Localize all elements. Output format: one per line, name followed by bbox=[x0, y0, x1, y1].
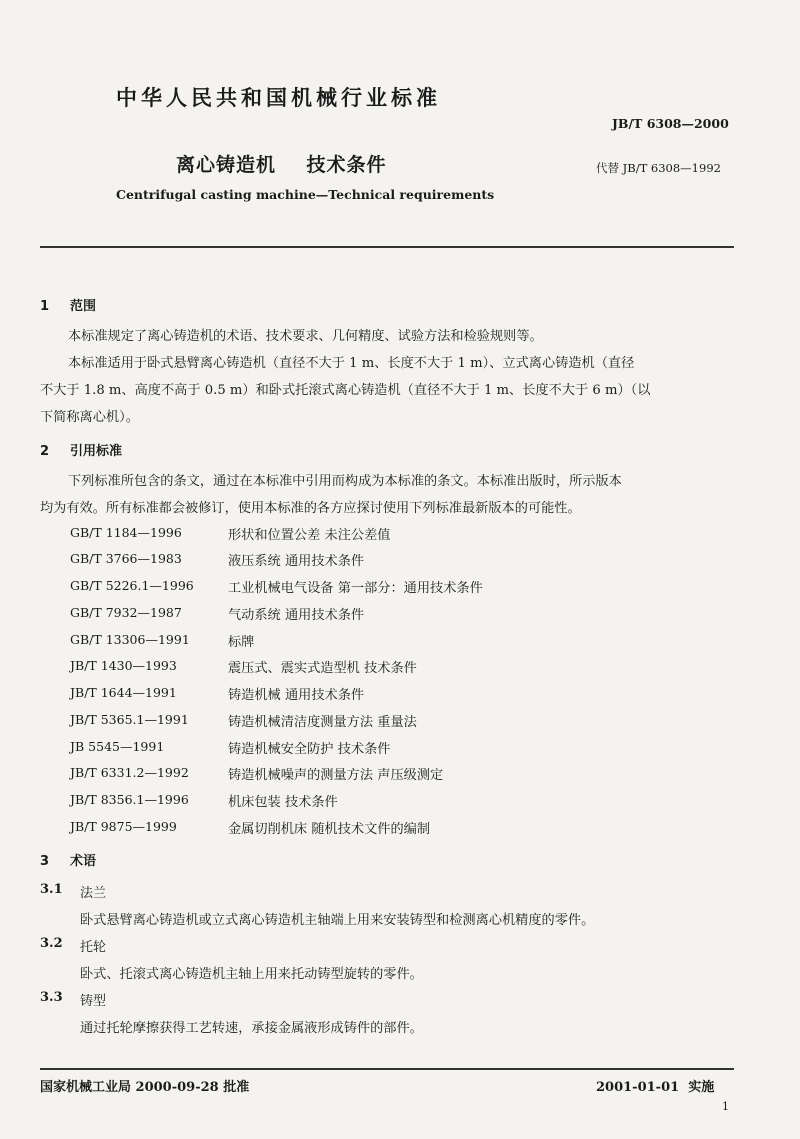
reference-title: 震压式、震实式造型机 技术条件 bbox=[228, 661, 417, 676]
reference-code: GB/T 7932—1987 bbox=[70, 605, 182, 620]
paragraph-line: 本标准适用于卧式悬臂离心铸造机（直径不大于 1 m、长度不大于 1 m）、立式离心铸造机（直径 bbox=[68, 356, 635, 371]
reference-title: 标牌 bbox=[228, 635, 255, 650]
section-title: 范围 bbox=[70, 299, 97, 314]
reference-title: 液压系统 通用技术条件 bbox=[228, 554, 365, 569]
section-number: 2 bbox=[40, 444, 50, 459]
reference-title: 铸造机械噪声的测量方法 声压级测定 bbox=[228, 768, 444, 783]
reference-title: 气动系统 通用技术条件 bbox=[228, 608, 365, 623]
section-number: 3 bbox=[40, 854, 50, 869]
term-number: 3.2 bbox=[40, 936, 63, 951]
document-title-cn: 离心铸造机 技术条件 bbox=[176, 154, 387, 176]
reference-title: 形状和位置公差 未注公差值 bbox=[228, 528, 391, 543]
term-number: 3.3 bbox=[40, 990, 63, 1005]
page-number: 1 bbox=[722, 1100, 729, 1113]
term-name: 铸型 bbox=[80, 994, 107, 1009]
reference-code: JB/T 1644—1991 bbox=[70, 685, 177, 700]
section-number: 1 bbox=[40, 299, 50, 314]
reference-code: JB/T 5365.1—1991 bbox=[70, 712, 189, 727]
section-1-heading bbox=[40, 295, 96, 314]
reference-title: 机床包装 技术条件 bbox=[228, 795, 338, 810]
header-divider bbox=[40, 246, 734, 248]
replaces-standard: 代替 JB/T 6308—1992 bbox=[596, 161, 721, 175]
term-number: 3.1 bbox=[40, 882, 63, 897]
effective-date: 2001-01-01 实施 bbox=[596, 1080, 715, 1095]
reference-title: 金属切削机床 随机技术文件的编制 bbox=[228, 822, 431, 837]
reference-code: GB/T 13306—1991 bbox=[70, 632, 190, 647]
paragraph-line: 不大于 1.8 m、高度不高于 0.5 m）和卧式托滚式离心铸造机（直径不大于 1 m、长度不大于 6 m）（以 bbox=[40, 383, 651, 398]
section-title: 引用标准 bbox=[70, 444, 123, 459]
approval-date: 国家机械工业局 2000-09-28 批准 bbox=[40, 1080, 250, 1095]
reference-title: 铸造机械清洁度测量方法 重量法 bbox=[228, 715, 417, 730]
section-2-heading bbox=[40, 440, 122, 459]
reference-code: GB/T 3766—1983 bbox=[70, 551, 182, 566]
paragraph-line: 下列标准所包含的条文，通过在本标准中引用而构成为本标准的条文。本标准出版时，所示版本 bbox=[68, 474, 622, 489]
term-definition: 通过托轮摩擦获得工艺转速，承接金属液形成铸件的部件。 bbox=[80, 1021, 423, 1036]
reference-code: JB 5545—1991 bbox=[70, 739, 165, 754]
footer-divider bbox=[40, 1068, 734, 1070]
standard-number: JB/T 6308—2000 bbox=[612, 116, 729, 131]
document-title-en: Centrifugal casting machine—Technical requirements bbox=[116, 187, 495, 202]
reference-title: 铸造机械安全防护 技术条件 bbox=[228, 742, 391, 757]
reference-code: JB/T 6331.2—1992 bbox=[70, 765, 189, 780]
term-definition: 卧式悬臂离心铸造机或立式离心铸造机主轴端上用来安装铸型和检测离心机精度的零件。 bbox=[80, 913, 595, 928]
paragraph-line: 均为有效。所有标准都会被修订，使用本标准的各方应探讨使用下列标准最新版本的可能性。 bbox=[40, 501, 581, 516]
term-definition: 卧式、托滚式离心铸造机主轴上用来托动铸型旋转的零件。 bbox=[80, 967, 423, 982]
paragraph-line: 下简称离心机）。 bbox=[40, 410, 139, 425]
section-3-heading bbox=[40, 850, 96, 869]
term-name: 托轮 bbox=[80, 940, 107, 955]
reference-code: JB/T 8356.1—1996 bbox=[70, 792, 189, 807]
reference-code: GB/T 5226.1—1996 bbox=[70, 578, 194, 593]
section-title: 术语 bbox=[70, 854, 97, 869]
reference-title: 铸造机械 通用技术条件 bbox=[228, 688, 365, 703]
issuing-organization-title: 中华人民共和国机械行业标准 bbox=[116, 86, 441, 110]
reference-code: JB/T 9875—1999 bbox=[70, 819, 177, 834]
term-name: 法兰 bbox=[80, 886, 107, 901]
paragraph: 本标准规定了离心铸造机的术语、技术要求、几何精度、试验方法和检验规则等。 bbox=[68, 329, 543, 344]
reference-code: GB/T 1184—1996 bbox=[70, 525, 182, 540]
reference-code: JB/T 1430—1993 bbox=[70, 658, 177, 673]
reference-title: 工业机械电气设备 第一部分：通用技术条件 bbox=[228, 581, 483, 596]
